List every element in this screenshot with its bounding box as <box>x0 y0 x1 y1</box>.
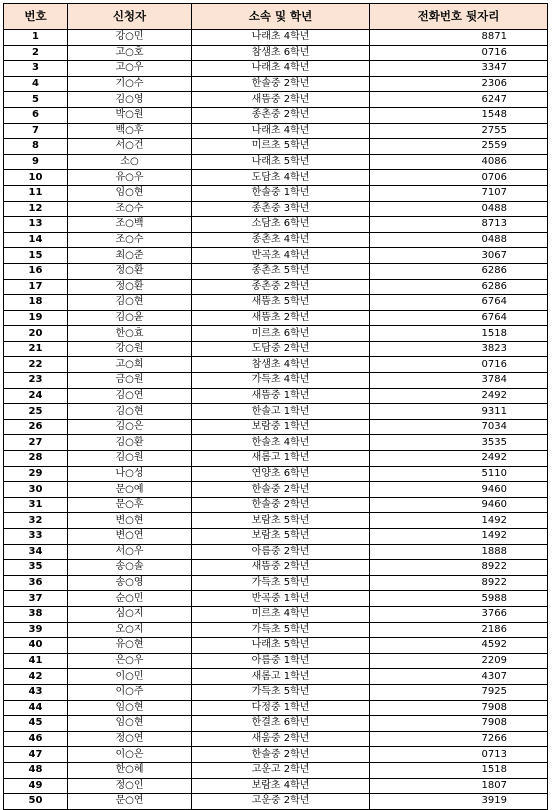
row-number-cell: 13 <box>4 217 68 233</box>
school-grade-cell: 고운고 2학년 <box>192 762 370 778</box>
phone-last-digits-cell: 9460 <box>370 497 548 513</box>
phone-last-digits-cell: 1807 <box>370 778 548 794</box>
applicant-name-cell: 이○주 <box>68 684 192 700</box>
phone-last-digits-cell: 1548 <box>370 107 548 123</box>
table-row <box>4 591 548 607</box>
phone-last-digits-cell: 3919 <box>370 794 548 810</box>
row-number-cell: 7 <box>4 123 68 139</box>
table-row <box>4 388 548 404</box>
phone-last-digits-cell: 8922 <box>370 575 548 591</box>
school-grade-cell: 아름중 1학년 <box>192 653 370 669</box>
row-number-cell: 27 <box>4 435 68 451</box>
row-number-cell: 4 <box>4 76 68 92</box>
row-number-cell: 22 <box>4 357 68 373</box>
applicant-name-cell: 한○효 <box>68 326 192 342</box>
row-number-cell: 39 <box>4 622 68 638</box>
applicant-name-cell: 김○윤 <box>68 310 192 326</box>
applicant-name-cell: 유○우 <box>68 170 192 186</box>
phone-last-digits-cell: 7908 <box>370 700 548 716</box>
table-row <box>4 61 548 77</box>
table-row <box>4 684 548 700</box>
phone-last-digits-cell: 0716 <box>370 357 548 373</box>
table-row <box>4 794 548 810</box>
school-grade-cell: 한솔중 2학년 <box>192 482 370 498</box>
applicant-table <box>3 3 548 810</box>
table-row <box>4 560 548 576</box>
school-grade-cell: 나래초 5학년 <box>192 638 370 654</box>
table-row <box>4 232 548 248</box>
row-number-cell: 41 <box>4 653 68 669</box>
table-row <box>4 466 548 482</box>
school-grade-cell: 나래초 4학년 <box>192 30 370 46</box>
row-number-cell: 3 <box>4 61 68 77</box>
table-row <box>4 638 548 654</box>
applicant-name-cell: 임○현 <box>68 700 192 716</box>
phone-last-digits-cell: 7034 <box>370 419 548 435</box>
applicant-name-cell: 변○연 <box>68 529 192 545</box>
table-row <box>4 248 548 264</box>
applicant-name-cell: 문○연 <box>68 794 192 810</box>
table-row <box>4 762 548 778</box>
school-grade-cell: 종촌중 2학년 <box>192 279 370 295</box>
school-grade-cell: 가득초 4학년 <box>192 373 370 389</box>
table-row <box>4 263 548 279</box>
phone-last-digits-cell: 3766 <box>370 606 548 622</box>
table-row <box>4 544 548 560</box>
table-row <box>4 217 548 233</box>
school-grade-cell: 새뜸중 2학년 <box>192 560 370 576</box>
applicant-name-cell: 금○원 <box>68 373 192 389</box>
table-row <box>4 575 548 591</box>
applicant-name-cell: 고○희 <box>68 357 192 373</box>
phone-last-digits-cell: 5110 <box>370 466 548 482</box>
phone-last-digits-cell: 8871 <box>370 30 548 46</box>
phone-last-digits-cell: 1888 <box>370 544 548 560</box>
table-row <box>4 107 548 123</box>
school-grade-cell: 한솔중 1학년 <box>192 185 370 201</box>
applicant-name-cell: 정○환 <box>68 279 192 295</box>
table-row <box>4 295 548 311</box>
row-number-cell: 26 <box>4 419 68 435</box>
phone-last-digits-cell: 7925 <box>370 684 548 700</box>
applicant-name-cell: 최○준 <box>68 248 192 264</box>
row-number-cell: 44 <box>4 700 68 716</box>
applicant-name-cell: 백○후 <box>68 123 192 139</box>
phone-last-digits-cell: 1518 <box>370 762 548 778</box>
phone-last-digits-cell: 4307 <box>370 669 548 685</box>
row-number-cell: 37 <box>4 591 68 607</box>
school-grade-cell: 한솔중 2학년 <box>192 497 370 513</box>
row-number-cell: 5 <box>4 92 68 108</box>
school-grade-cell: 한솔중 2학년 <box>192 76 370 92</box>
school-grade-cell: 새롬고 1학년 <box>192 669 370 685</box>
phone-last-digits-cell: 2209 <box>370 653 548 669</box>
table-row <box>4 513 548 529</box>
phone-last-digits-cell: 7908 <box>370 716 548 732</box>
school-grade-cell: 고운중 2학년 <box>192 794 370 810</box>
school-grade-cell: 다정중 1학년 <box>192 700 370 716</box>
row-number-cell: 10 <box>4 170 68 186</box>
applicant-name-cell: 문○예 <box>68 482 192 498</box>
school-grade-cell: 새뜸초 2학년 <box>192 310 370 326</box>
row-number-cell: 46 <box>4 731 68 747</box>
phone-last-digits-cell: 6247 <box>370 92 548 108</box>
row-number-cell: 11 <box>4 185 68 201</box>
row-number-cell: 30 <box>4 482 68 498</box>
school-grade-cell: 종촌초 4학년 <box>192 232 370 248</box>
applicant-name-cell: 김○현 <box>68 295 192 311</box>
school-grade-cell: 나래초 4학년 <box>192 61 370 77</box>
applicant-name-cell: 이○은 <box>68 747 192 763</box>
school-grade-cell: 종촌초 5학년 <box>192 263 370 279</box>
phone-last-digits-cell: 7107 <box>370 185 548 201</box>
header-school-grade: 소속 및 학년 <box>192 4 370 30</box>
phone-last-digits-cell: 5988 <box>370 591 548 607</box>
phone-last-digits-cell: 2306 <box>370 76 548 92</box>
applicant-name-cell: 서○우 <box>68 544 192 560</box>
phone-last-digits-cell: 2492 <box>370 388 548 404</box>
applicant-name-cell: 유○현 <box>68 638 192 654</box>
school-grade-cell: 아름중 2학년 <box>192 544 370 560</box>
row-number-cell: 17 <box>4 279 68 295</box>
row-number-cell: 29 <box>4 466 68 482</box>
phone-last-digits-cell: 3823 <box>370 341 548 357</box>
applicant-name-cell: 소○ <box>68 154 192 170</box>
school-grade-cell: 가득초 5학년 <box>192 575 370 591</box>
phone-last-digits-cell: 6286 <box>370 263 548 279</box>
school-grade-cell: 도담중 2학년 <box>192 341 370 357</box>
row-number-cell: 33 <box>4 529 68 545</box>
phone-last-digits-cell: 0488 <box>370 232 548 248</box>
school-grade-cell: 새뜸중 1학년 <box>192 388 370 404</box>
row-number-cell: 47 <box>4 747 68 763</box>
school-grade-cell: 반곡초 4학년 <box>192 248 370 264</box>
applicant-name-cell: 김○환 <box>68 435 192 451</box>
phone-last-digits-cell: 9311 <box>370 404 548 420</box>
applicant-name-cell: 문○후 <box>68 497 192 513</box>
applicant-name-cell: 정○인 <box>68 778 192 794</box>
applicant-name-cell: 송○영 <box>68 575 192 591</box>
row-number-cell: 32 <box>4 513 68 529</box>
applicant-name-cell: 정○연 <box>68 731 192 747</box>
school-grade-cell: 도담초 4학년 <box>192 170 370 186</box>
school-grade-cell: 한결초 6학년 <box>192 716 370 732</box>
applicant-name-cell: 임○현 <box>68 185 192 201</box>
table-row <box>4 326 548 342</box>
table-row <box>4 76 548 92</box>
applicant-name-cell: 김○연 <box>68 388 192 404</box>
table-row <box>4 154 548 170</box>
school-grade-cell: 미르초 6학년 <box>192 326 370 342</box>
row-number-cell: 9 <box>4 154 68 170</box>
table-row <box>4 45 548 61</box>
row-number-cell: 31 <box>4 497 68 513</box>
row-number-cell: 38 <box>4 606 68 622</box>
phone-last-digits-cell: 2755 <box>370 123 548 139</box>
applicant-name-cell: 김○은 <box>68 419 192 435</box>
applicant-name-cell: 서○건 <box>68 139 192 155</box>
phone-last-digits-cell: 8922 <box>370 560 548 576</box>
row-number-cell: 12 <box>4 201 68 217</box>
table-row <box>4 529 548 545</box>
applicant-name-cell: 조○수 <box>68 232 192 248</box>
row-number-cell: 48 <box>4 762 68 778</box>
applicant-name-cell: 고○우 <box>68 61 192 77</box>
row-number-cell: 28 <box>4 451 68 467</box>
table-row <box>4 341 548 357</box>
school-grade-cell: 나래초 4학년 <box>192 123 370 139</box>
table-row <box>4 716 548 732</box>
table-row <box>4 451 548 467</box>
applicant-name-cell: 오○지 <box>68 622 192 638</box>
applicant-name-cell: 임○현 <box>68 716 192 732</box>
applicant-name-cell: 송○솔 <box>68 560 192 576</box>
phone-last-digits-cell: 0716 <box>370 45 548 61</box>
table-row <box>4 419 548 435</box>
phone-last-digits-cell: 0488 <box>370 201 548 217</box>
phone-last-digits-cell: 2559 <box>370 139 548 155</box>
row-number-cell: 40 <box>4 638 68 654</box>
phone-last-digits-cell: 3347 <box>370 61 548 77</box>
row-number-cell: 20 <box>4 326 68 342</box>
school-grade-cell: 보람초 5학년 <box>192 529 370 545</box>
header-number: 번호 <box>4 4 68 30</box>
header-row <box>4 4 548 30</box>
school-grade-cell: 새뜸초 5학년 <box>192 295 370 311</box>
applicant-name-cell: 정○환 <box>68 263 192 279</box>
phone-last-digits-cell: 1518 <box>370 326 548 342</box>
table-row <box>4 731 548 747</box>
table-row <box>4 669 548 685</box>
applicant-name-cell: 나○성 <box>68 466 192 482</box>
applicant-name-cell: 김○현 <box>68 404 192 420</box>
table-row <box>4 30 548 46</box>
phone-last-digits-cell: 3067 <box>370 248 548 264</box>
phone-last-digits-cell: 0706 <box>370 170 548 186</box>
row-number-cell: 42 <box>4 669 68 685</box>
table-row <box>4 373 548 389</box>
row-number-cell: 50 <box>4 794 68 810</box>
header-phone-last-digits: 전화번호 뒷자리 <box>370 4 548 30</box>
school-grade-cell: 보람중 1학년 <box>192 419 370 435</box>
row-number-cell: 14 <box>4 232 68 248</box>
phone-last-digits-cell: 6764 <box>370 310 548 326</box>
table-row <box>4 778 548 794</box>
phone-last-digits-cell: 4592 <box>370 638 548 654</box>
row-number-cell: 1 <box>4 30 68 46</box>
table-row <box>4 700 548 716</box>
applicant-name-cell: 조○백 <box>68 217 192 233</box>
row-number-cell: 43 <box>4 684 68 700</box>
school-grade-cell: 가득초 5학년 <box>192 622 370 638</box>
table-row <box>4 404 548 420</box>
phone-last-digits-cell: 3535 <box>370 435 548 451</box>
table-row <box>4 606 548 622</box>
applicant-name-cell: 기○수 <box>68 76 192 92</box>
table-row <box>4 201 548 217</box>
row-number-cell: 45 <box>4 716 68 732</box>
phone-last-digits-cell: 6764 <box>370 295 548 311</box>
table-row <box>4 92 548 108</box>
table-row <box>4 435 548 451</box>
phone-last-digits-cell: 1492 <box>370 513 548 529</box>
phone-last-digits-cell: 4086 <box>370 154 548 170</box>
applicant-name-cell: 김○원 <box>68 451 192 467</box>
row-number-cell: 21 <box>4 341 68 357</box>
applicant-name-cell: 강○민 <box>68 30 192 46</box>
phone-last-digits-cell: 9460 <box>370 482 548 498</box>
row-number-cell: 16 <box>4 263 68 279</box>
school-grade-cell: 참샘초 4학년 <box>192 357 370 373</box>
table-row <box>4 357 548 373</box>
row-number-cell: 35 <box>4 560 68 576</box>
school-grade-cell: 연양초 6학년 <box>192 466 370 482</box>
applicant-name-cell: 변○현 <box>68 513 192 529</box>
school-grade-cell: 미르초 4학년 <box>192 606 370 622</box>
school-grade-cell: 한솔초 4학년 <box>192 435 370 451</box>
phone-last-digits-cell: 6286 <box>370 279 548 295</box>
school-grade-cell: 한솔고 1학년 <box>192 404 370 420</box>
table-row <box>4 482 548 498</box>
header-applicant: 신청자 <box>68 4 192 30</box>
row-number-cell: 15 <box>4 248 68 264</box>
applicant-name-cell: 고○호 <box>68 45 192 61</box>
row-number-cell: 2 <box>4 45 68 61</box>
row-number-cell: 23 <box>4 373 68 389</box>
phone-last-digits-cell: 0713 <box>370 747 548 763</box>
school-grade-cell: 나래초 5학년 <box>192 154 370 170</box>
school-grade-cell: 소담초 6학년 <box>192 217 370 233</box>
row-number-cell: 25 <box>4 404 68 420</box>
table-row <box>4 653 548 669</box>
phone-last-digits-cell: 1492 <box>370 529 548 545</box>
row-number-cell: 36 <box>4 575 68 591</box>
applicant-name-cell: 심○지 <box>68 606 192 622</box>
school-grade-cell: 새롬고 1학년 <box>192 451 370 467</box>
applicant-name-cell: 조○수 <box>68 201 192 217</box>
table-row <box>4 310 548 326</box>
school-grade-cell: 반곡중 1학년 <box>192 591 370 607</box>
row-number-cell: 18 <box>4 295 68 311</box>
phone-last-digits-cell: 3784 <box>370 373 548 389</box>
row-number-cell: 19 <box>4 310 68 326</box>
phone-last-digits-cell: 2186 <box>370 622 548 638</box>
row-number-cell: 34 <box>4 544 68 560</box>
applicant-name-cell: 은○우 <box>68 653 192 669</box>
school-grade-cell: 종촌중 2학년 <box>192 107 370 123</box>
phone-last-digits-cell: 7266 <box>370 731 548 747</box>
school-grade-cell: 새뜸중 2학년 <box>192 92 370 108</box>
row-number-cell: 24 <box>4 388 68 404</box>
table-row <box>4 622 548 638</box>
phone-last-digits-cell: 8713 <box>370 217 548 233</box>
table-row <box>4 170 548 186</box>
applicant-name-cell: 순○민 <box>68 591 192 607</box>
school-grade-cell: 새움중 2학년 <box>192 731 370 747</box>
row-number-cell: 8 <box>4 139 68 155</box>
school-grade-cell: 종촌중 3학년 <box>192 201 370 217</box>
school-grade-cell: 가득초 5학년 <box>192 684 370 700</box>
applicant-name-cell: 박○원 <box>68 107 192 123</box>
applicant-name-cell: 강○원 <box>68 341 192 357</box>
applicant-name-cell: 한○혜 <box>68 762 192 778</box>
applicant-name-cell: 이○민 <box>68 669 192 685</box>
table-row <box>4 185 548 201</box>
table-row <box>4 279 548 295</box>
table-row <box>4 139 548 155</box>
school-grade-cell: 한솔중 2학년 <box>192 747 370 763</box>
row-number-cell: 49 <box>4 778 68 794</box>
table-row <box>4 123 548 139</box>
table-body <box>4 30 548 810</box>
school-grade-cell: 보람초 4학년 <box>192 778 370 794</box>
table-row <box>4 497 548 513</box>
row-number-cell: 6 <box>4 107 68 123</box>
school-grade-cell: 미르초 5학년 <box>192 139 370 155</box>
table-row <box>4 747 548 763</box>
applicant-name-cell: 김○영 <box>68 92 192 108</box>
school-grade-cell: 보람초 5학년 <box>192 513 370 529</box>
phone-last-digits-cell: 2492 <box>370 451 548 467</box>
school-grade-cell: 참샘초 6학년 <box>192 45 370 61</box>
